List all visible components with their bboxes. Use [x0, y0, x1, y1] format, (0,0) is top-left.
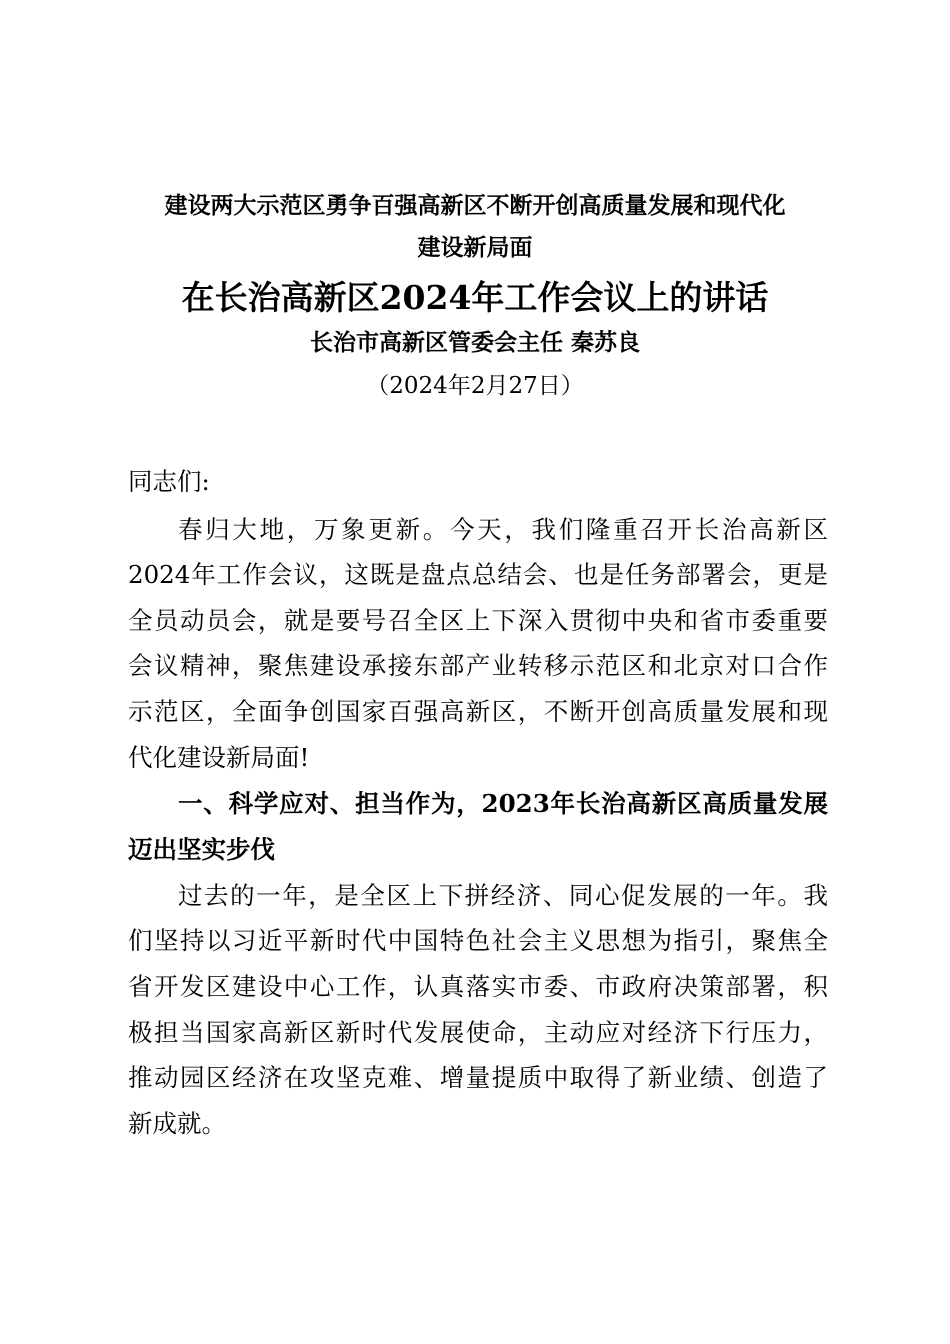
paragraph-2-line: 们坚持以习近平新时代中国特色社会主义思想为指引，聚焦全: [128, 926, 828, 955]
document-date: （2024年2月27日）: [366, 373, 584, 399]
section-heading-1-line: 一、科学应对、担当作为，2023年长治高新区高质量发展: [178, 789, 828, 818]
salutation: 同志们:: [128, 467, 210, 496]
paragraph-1-line: 2024年工作会议，这既是盘点总结会、也是任务部署会，更是: [128, 560, 828, 589]
paragraph-1-line: 代化建设新局面!: [128, 743, 310, 772]
paragraph-2-line: 极担当国家高新区新时代发展使命，主动应对经济下行压力，: [128, 1018, 828, 1047]
paragraph-2-line: 推动园区经济在攻坚克难、增量提质中取得了新业绩、创造了: [128, 1063, 828, 1092]
document-title: 在长治高新区2024年工作会议上的讲话: [181, 278, 769, 317]
document-author: 长治市高新区管委会主任 秦苏良: [309, 329, 640, 356]
paragraph-2-line: 省开发区建设中心工作，认真落实市委、市政府决策部署，积: [128, 972, 828, 1001]
paragraph-2-line: 新成就。: [128, 1109, 226, 1138]
paragraph-1-line: 示范区，全面争创国家百强高新区，不断开创高质量发展和现: [128, 697, 828, 726]
paragraph-1-line: 全员动员会，就是要号召全区上下深入贯彻中央和省市委重要: [128, 606, 828, 635]
paragraph-2-line: 过去的一年，是全区上下拼经济、同心促发展的一年。我: [178, 881, 828, 910]
document-subtitle-line-2: 建设新局面: [417, 234, 533, 261]
document-subtitle-line-1: 建设两大示范区勇争百强高新区不断开创高质量发展和现代化: [164, 192, 786, 219]
section-heading-1-line: 迈出坚实步伐: [128, 835, 275, 864]
paragraph-1-line: 会议精神，聚焦建设承接东部产业转移示范区和北京对口合作: [128, 651, 828, 680]
paragraph-1-line: 春归大地，万象更新。今天，我们隆重召开长治高新区: [178, 515, 828, 544]
